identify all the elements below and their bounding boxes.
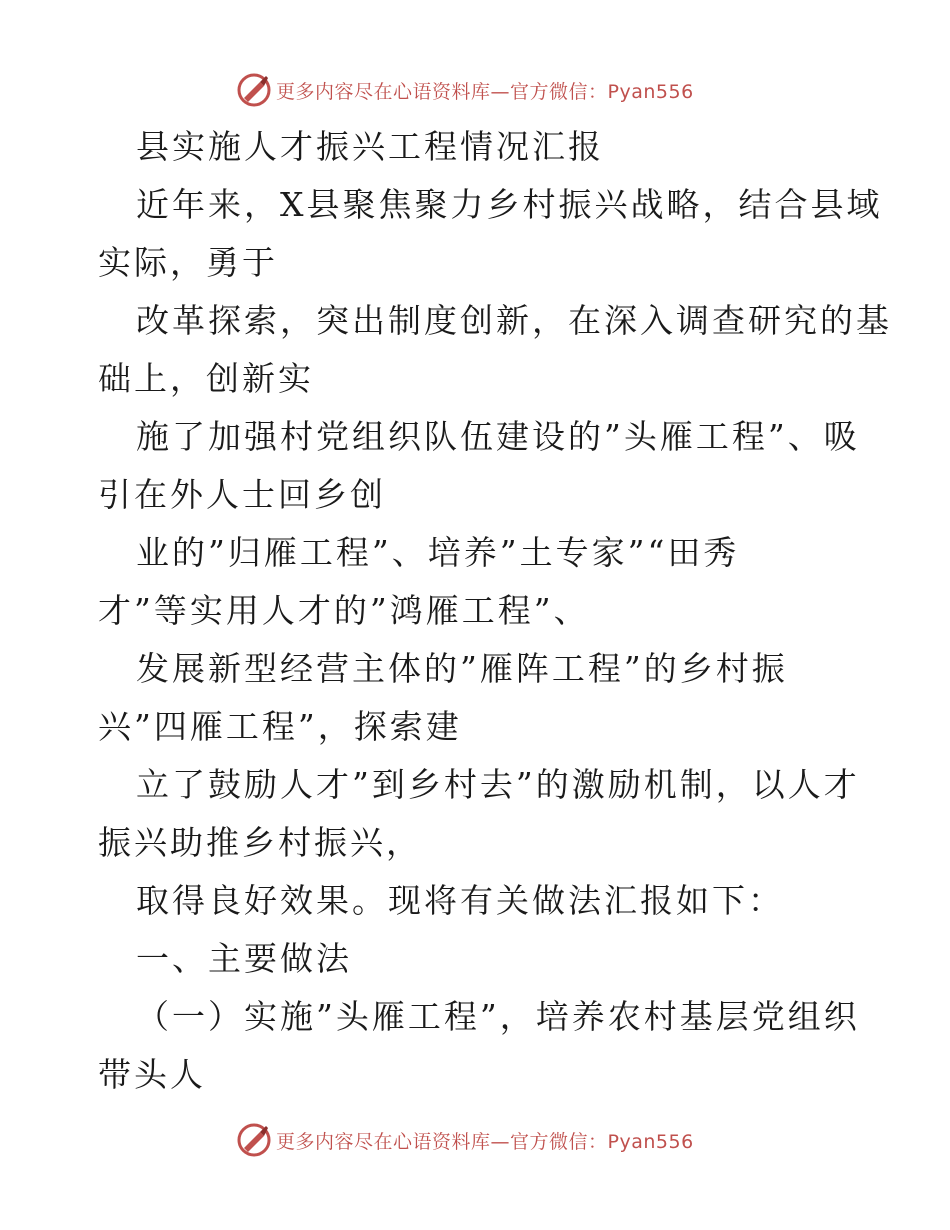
text-line: 振兴助推乡村振兴， xyxy=(98,823,422,862)
document-body xyxy=(98,118,892,1104)
text-line: 实际，勇于 xyxy=(98,243,278,282)
header-watermark-text: 更多内容尽在心语资料库—官方微信：Pyan556 xyxy=(276,80,694,103)
text-line: 近年来，X县聚焦聚力乡村振兴战略，结合县域 xyxy=(136,185,883,224)
text-line: 县实施人才振兴工程情况汇报 xyxy=(136,127,604,166)
text-line: 础上，创新实 xyxy=(98,359,314,398)
text-line: （一）实施”头雁工程”，培养农村基层党组织 xyxy=(136,997,860,1036)
pen-logo-icon xyxy=(236,1122,272,1158)
text-line: 立了鼓励人才”到乡村去”的激励机制，以人才 xyxy=(136,765,860,804)
footer-watermark-text: 更多内容尽在心语资料库—官方微信：Pyan556 xyxy=(276,1130,694,1153)
text-line: 施了加强村党组织队伍建设的”头雁工程”、吸 xyxy=(136,417,860,456)
text-line: 发展新型经营主体的”雁阵工程”的乡村振 xyxy=(136,649,788,688)
text-line: 才”等实用人才的”鸿雁工程”、 xyxy=(98,591,590,630)
text-line: 业的”归雁工程”、培养”土专家”“田秀 xyxy=(136,533,740,572)
text-line: 一、主要做法 xyxy=(136,939,352,978)
pen-logo-icon xyxy=(236,72,272,108)
header-watermark xyxy=(236,70,716,110)
text-line: 引在外人士回乡创 xyxy=(98,475,386,514)
text-line: 兴”四雁工程”，探索建 xyxy=(98,707,462,746)
footer-watermark xyxy=(236,1120,716,1160)
text-line: 改革探索，突出制度创新，在深入调查研究的基 xyxy=(136,301,892,340)
text-line: 取得良好效果。现将有关做法汇报如下： xyxy=(136,881,784,920)
text-line: 带头人 xyxy=(98,1055,206,1094)
